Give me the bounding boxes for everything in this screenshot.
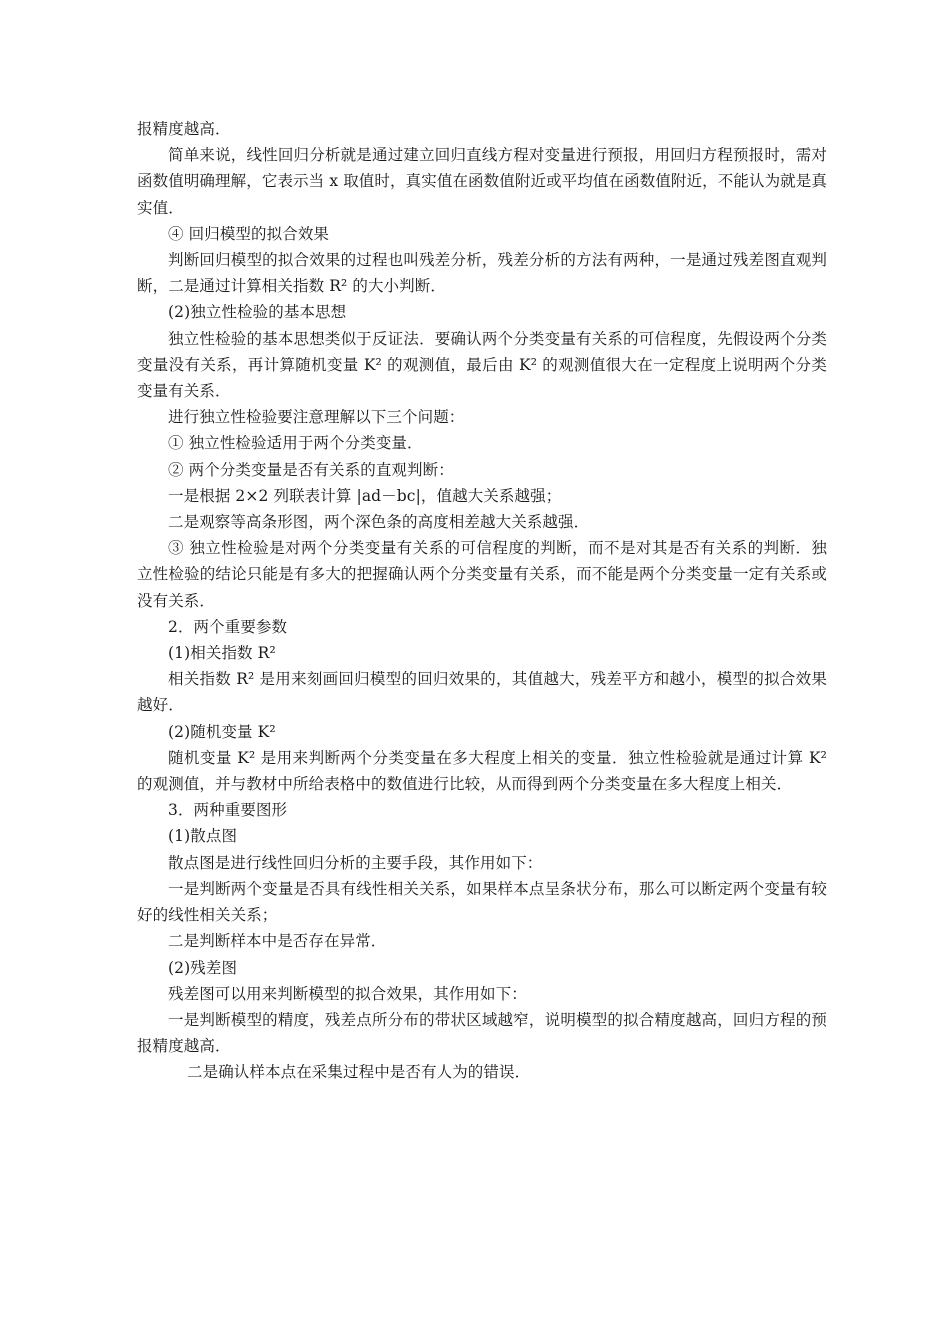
paragraph-16: 随机变量 K² 是用来判断两个分类变量在多大程度上相关的变量．独立性检验就是通过计算 K² 的观测值，并与教材中所给表格中的数值进行比较，从而得到两个分类变量在多大程度上相关．	[137, 748, 827, 794]
paragraph-14: 相关指数 R² 是用来刻画回归模型的回归效果的，其值越大，残差平方和越小，模型的拟合效果越好．	[137, 670, 827, 715]
document-body	[137, 116, 827, 1086]
paragraph-3: 判断回归模型的拟合效果的过程也叫残差分析，残差分析的方法有两种，一是通过残差图直观判断，二是通过计算相关指数 R² 的大小判断．	[137, 251, 827, 296]
paragraph-15: (2)随机变量 K²	[168, 722, 276, 741]
paragraph-19: 散点图是进行线性回归分析的主要手段，其作用如下：	[168, 853, 543, 872]
paragraph-7: ① 独立性检验适用于两个分类变量．	[168, 434, 423, 453]
paragraph-8: ② 两个分类变量是否有关系的直观判断：	[168, 460, 454, 479]
paragraph-20: 一是判断两个变量是否具有线性相关关系，如果样本点呈条状分布，那么可以断定两个变量有较好的线性相关关系；	[137, 879, 827, 925]
paragraph-11: ③ 独立性检验是对两个分类变量有关系的可信程度的判断，而不是对其是否有关系的判断．独立性检验的结论只能是有多大的把握确认两个分类变量有关系，而不能是两个分类变量一定有关系或没有关系．	[137, 539, 827, 610]
paragraph-13: (1)相关指数 R²	[168, 644, 276, 663]
paragraph-17: 3．两种重要图形	[168, 801, 288, 820]
paragraph-6: 进行独立性检验要注意理解以下三个问题：	[168, 408, 465, 427]
paragraph-23: 残差图可以用来判断模型的拟合效果，其作用如下：	[168, 984, 527, 1003]
paragraph-10: 二是观察等高条形图，两个深色条的高度相差越大关系越强．	[168, 513, 590, 532]
paragraph-18: (1)散点图	[168, 827, 238, 846]
paragraph-0: 报精度越高．	[137, 120, 231, 138]
paragraph-12: 2．两个重要参数	[168, 617, 288, 636]
paragraph-5: 独立性检验的基本思想类似于反证法．要确认两个分类变量有关系的可信程度，先假设两个分类变量没有关系，再计算随机变量 K² 的观测值，最后由 K² 的观测值很大在一定程度上说明两个分类变量有关系．	[137, 329, 827, 401]
paragraph-1: 简单来说，线性回归分析就是通过建立回归直线方程对变量进行预报，用回归方程预报时，需对函数值明确理解，它表示当 x 取值时，真实值在函数值附近或平均值在函数值附近，不能认为就是真实值．	[137, 146, 827, 217]
paragraph-2: ④ 回归模型的拟合效果	[168, 224, 330, 243]
paragraph-21: 二是判断样本中是否存在异常．	[168, 932, 387, 951]
paragraph-24: 一是判断模型的精度，残差点所分布的带状区域越窄，说明模型的拟合精度越高，回归方程的预报精度越高．	[137, 1010, 827, 1056]
paragraph-9: 一是根据 2×2 列联表计算 |ad－bc|，值越大关系越强；	[168, 486, 562, 505]
paragraph-22: (2)残差图	[168, 958, 238, 977]
paragraph-4: (2)独立性检验的基本思想	[168, 303, 347, 322]
paragraph-25: 二是确认样本点在采集过程中是否有人为的错误．	[187, 1063, 531, 1082]
